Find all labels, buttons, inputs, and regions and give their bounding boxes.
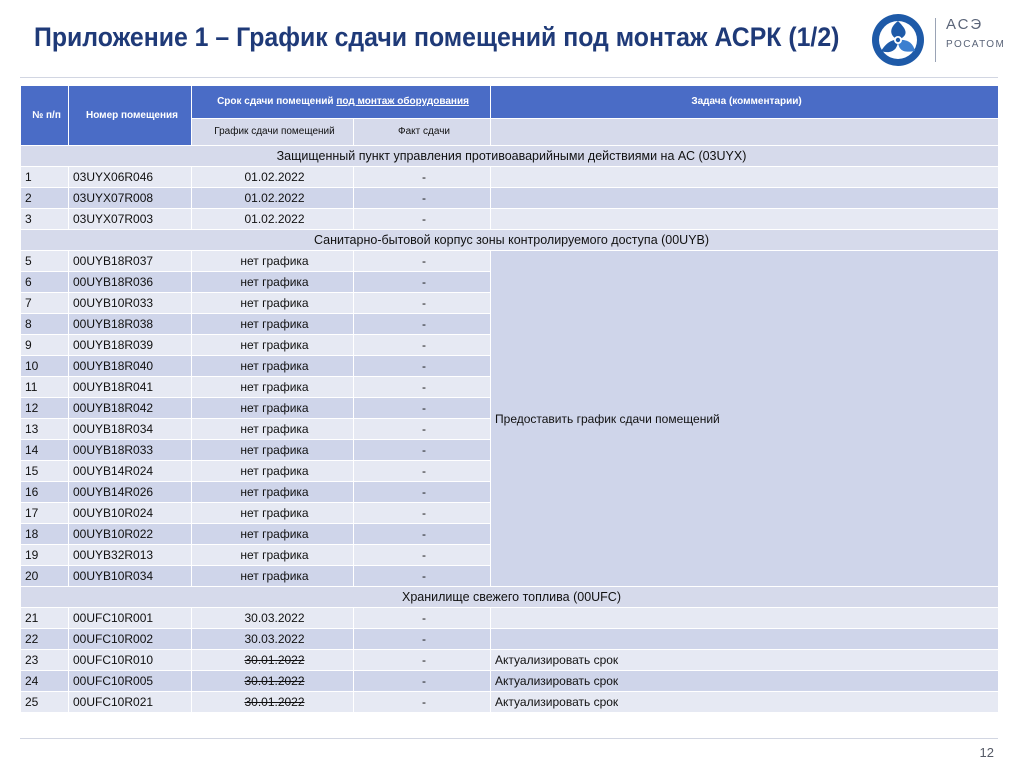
row-fact: - xyxy=(354,314,491,335)
row-num: 8 xyxy=(21,314,69,335)
row-num: 20 xyxy=(21,566,69,587)
row-fact: - xyxy=(354,692,491,713)
row-room: 00UYB18R040 xyxy=(69,356,192,377)
row-schedule: нет графика xyxy=(192,545,354,566)
row-num: 6 xyxy=(21,272,69,293)
row-num: 21 xyxy=(21,608,69,629)
rosatom-logo-icon xyxy=(866,11,930,69)
row-schedule: нет графика xyxy=(192,377,354,398)
row-schedule: 30.01.2022 xyxy=(192,692,354,713)
section-title: Хранилище свежего топлива (00UFC) xyxy=(21,587,999,608)
row-schedule: нет графика xyxy=(192,272,354,293)
row-num: 5 xyxy=(21,251,69,272)
table-row xyxy=(21,167,999,188)
row-num: 25 xyxy=(21,692,69,713)
row-num: 17 xyxy=(21,503,69,524)
logo-text-ase: АСЭ xyxy=(946,16,984,33)
row-num: 3 xyxy=(21,209,69,230)
row-room: 00UFC10R001 xyxy=(69,608,192,629)
logo-separator xyxy=(935,18,936,62)
row-task xyxy=(491,608,999,629)
row-room: 00UYB10R034 xyxy=(69,566,192,587)
row-schedule: 01.02.2022 xyxy=(192,188,354,209)
header-deadline-underlined: под монтаж оборудования xyxy=(336,96,469,107)
row-room: 03UYX07R003 xyxy=(69,209,192,230)
row-fact: - xyxy=(354,671,491,692)
row-fact: - xyxy=(354,251,491,272)
row-room: 00UYB14R026 xyxy=(69,482,192,503)
header-num: № п/п xyxy=(21,86,69,146)
header-divider xyxy=(20,77,998,78)
row-num: 7 xyxy=(21,293,69,314)
row-room: 00UYB10R022 xyxy=(69,524,192,545)
row-fact: - xyxy=(354,440,491,461)
row-fact: - xyxy=(354,188,491,209)
row-schedule: 01.02.2022 xyxy=(192,167,354,188)
row-schedule: нет графика xyxy=(192,482,354,503)
row-task: Актуализировать срок xyxy=(491,692,999,713)
row-num: 14 xyxy=(21,440,69,461)
row-schedule: нет графика xyxy=(192,440,354,461)
row-task xyxy=(491,629,999,650)
row-schedule: нет графика xyxy=(192,461,354,482)
row-fact: - xyxy=(354,356,491,377)
row-schedule: нет графика xyxy=(192,251,354,272)
row-room: 00UFC10R010 xyxy=(69,650,192,671)
section-title: Санитарно-бытовой корпус зоны контролируемого доступа (00UYB) xyxy=(21,230,999,251)
row-schedule: нет графика xyxy=(192,293,354,314)
row-room: 03UYX06R046 xyxy=(69,167,192,188)
row-num: 22 xyxy=(21,629,69,650)
row-room: 00UFC10R002 xyxy=(69,629,192,650)
row-room: 00UYB18R034 xyxy=(69,419,192,440)
row-schedule: нет графика xyxy=(192,335,354,356)
page-number: 12 xyxy=(979,745,994,760)
row-room: 00UYB18R041 xyxy=(69,377,192,398)
row-schedule: 01.02.2022 xyxy=(192,209,354,230)
row-schedule: нет графика xyxy=(192,503,354,524)
header-room: Номер помещения xyxy=(69,86,192,146)
row-num: 1 xyxy=(21,167,69,188)
table-row xyxy=(21,251,999,272)
schedule-table xyxy=(20,85,999,713)
row-fact: - xyxy=(354,209,491,230)
header-deadline-text: Срок сдачи помещений xyxy=(217,96,337,107)
header-deadline xyxy=(192,86,491,119)
row-num: 18 xyxy=(21,524,69,545)
row-fact: - xyxy=(354,482,491,503)
row-fact: - xyxy=(354,650,491,671)
header-fact: Факт сдачи xyxy=(354,119,491,146)
row-fact: - xyxy=(354,545,491,566)
table-header-row xyxy=(21,86,999,119)
row-task xyxy=(491,188,999,209)
row-fact: - xyxy=(354,461,491,482)
row-num: 16 xyxy=(21,482,69,503)
row-fact: - xyxy=(354,524,491,545)
row-room: 00UYB18R038 xyxy=(69,314,192,335)
row-num: 9 xyxy=(21,335,69,356)
row-num: 23 xyxy=(21,650,69,671)
row-room: 00UYB18R036 xyxy=(69,272,192,293)
row-num: 24 xyxy=(21,671,69,692)
row-num: 12 xyxy=(21,398,69,419)
row-task-merged: Предоставить график сдачи помещений xyxy=(491,251,999,587)
row-room: 00UYB18R033 xyxy=(69,440,192,461)
row-fact: - xyxy=(354,293,491,314)
page-title: Приложение 1 – График сдачи помещений под монтаж АСРК (1/2) xyxy=(34,22,840,52)
row-fact: - xyxy=(354,167,491,188)
row-schedule: 30.01.2022 xyxy=(192,650,354,671)
row-schedule: 30.01.2022 xyxy=(192,671,354,692)
row-room: 00UYB18R037 xyxy=(69,251,192,272)
row-num: 19 xyxy=(21,545,69,566)
row-task: Актуализировать срок xyxy=(491,671,999,692)
row-num: 10 xyxy=(21,356,69,377)
row-schedule: нет графика xyxy=(192,419,354,440)
row-room: 00UFC10R021 xyxy=(69,692,192,713)
row-schedule: нет графика xyxy=(192,356,354,377)
section-title: Защищенный пункт управления противоаварийными действиями на АС (03UYX) xyxy=(21,146,999,167)
table-row xyxy=(21,188,999,209)
row-fact: - xyxy=(354,377,491,398)
row-fact: - xyxy=(354,503,491,524)
row-schedule: нет графика xyxy=(192,398,354,419)
row-fact: - xyxy=(354,272,491,293)
section-row xyxy=(21,230,999,251)
row-schedule: 30.03.2022 xyxy=(192,629,354,650)
logo-text-rosatom: РОСАТОМ xyxy=(946,39,1006,50)
row-schedule: нет графика xyxy=(192,314,354,335)
table-row xyxy=(21,209,999,230)
header-task-blank xyxy=(491,119,999,146)
section-row xyxy=(21,587,999,608)
table-row xyxy=(21,671,999,692)
header-schedule: График сдачи помещений xyxy=(192,119,354,146)
row-task xyxy=(491,209,999,230)
row-room: 00UYB10R033 xyxy=(69,293,192,314)
row-schedule: нет графика xyxy=(192,566,354,587)
row-room: 00UYB32R013 xyxy=(69,545,192,566)
row-room: 00UYB18R042 xyxy=(69,398,192,419)
header-task: Задача (комментарии) xyxy=(491,86,999,119)
row-room: 00UYB14R024 xyxy=(69,461,192,482)
row-num: 15 xyxy=(21,461,69,482)
table-row xyxy=(21,692,999,713)
row-fact: - xyxy=(354,398,491,419)
row-task xyxy=(491,167,999,188)
row-room: 00UFC10R005 xyxy=(69,671,192,692)
section-row xyxy=(21,146,999,167)
row-num: 2 xyxy=(21,188,69,209)
table-row xyxy=(21,608,999,629)
row-fact: - xyxy=(354,629,491,650)
row-fact: - xyxy=(354,608,491,629)
row-schedule: 30.03.2022 xyxy=(192,608,354,629)
row-fact: - xyxy=(354,335,491,356)
row-room: 00UYB18R039 xyxy=(69,335,192,356)
row-fact: - xyxy=(354,566,491,587)
table-row xyxy=(21,650,999,671)
footer-divider xyxy=(20,738,998,739)
row-num: 11 xyxy=(21,377,69,398)
row-fact: - xyxy=(354,419,491,440)
table-row xyxy=(21,629,999,650)
row-schedule: нет графика xyxy=(192,524,354,545)
row-num: 13 xyxy=(21,419,69,440)
row-room: 03UYX07R008 xyxy=(69,188,192,209)
row-room: 00UYB10R024 xyxy=(69,503,192,524)
row-task: Актуализировать срок xyxy=(491,650,999,671)
